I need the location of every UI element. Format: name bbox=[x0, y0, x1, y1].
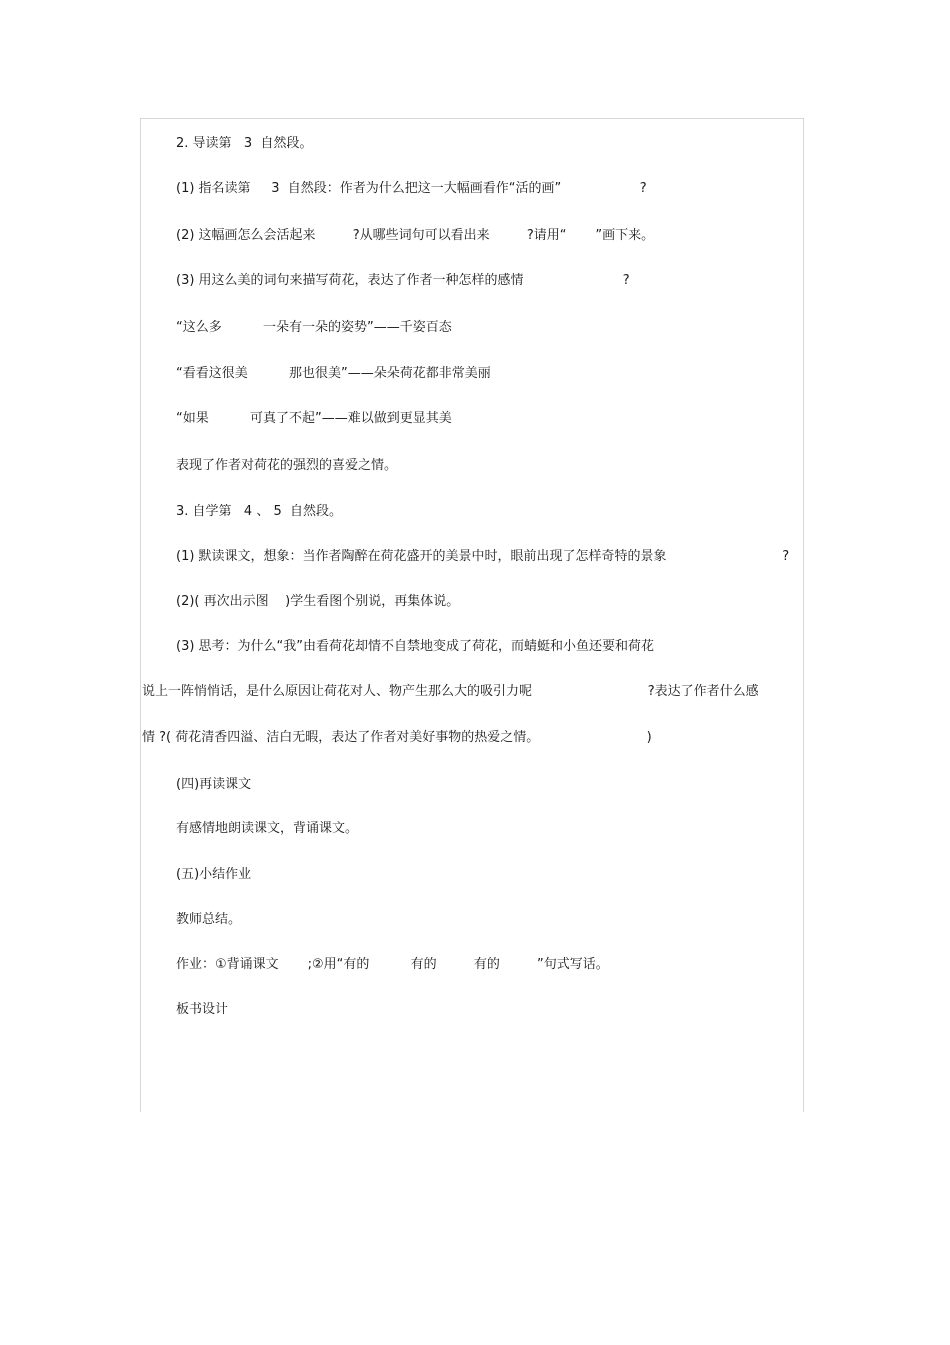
task-1: (1) 默读课文，想象：当作者陶醉在荷花盛开的美景中时，眼前出现了怎样奇特的景象 ? bbox=[176, 549, 790, 564]
quote-3: “如果 可真了不起”——难以做到更显其美 bbox=[176, 411, 452, 426]
homework: 作业：①背诵课文 ;②用“有的 有的 有的 ”句式写话。 bbox=[176, 957, 609, 972]
task-3: (3) 思考：为什么“我”由看荷花却情不自禁地变成了荷花，而蜻蜓和小鱼还要和荷花 bbox=[176, 639, 655, 654]
question-1: (1) 指名读第 3 自然段：作者为什么把这一大幅画看作“活的画” ? bbox=[176, 181, 647, 196]
board-design-heading: 板书设计 bbox=[176, 1002, 229, 1017]
reread-instruction: 有感情地朗读课文，背诵课文。 bbox=[176, 821, 359, 836]
task-2: (2)( 再次出示图 )学生看图个别说，再集体说。 bbox=[176, 594, 460, 609]
teacher-summary: 教师总结。 bbox=[176, 912, 242, 927]
section-heading-2: 2. 导读第 3 自然段。 bbox=[176, 136, 313, 151]
question-2: (2) 这幅画怎么会活起来 ?从哪些词句可以看出来 ?请用“ ”画下来。 bbox=[176, 228, 655, 243]
task-3-cont-1: 说上一阵悄悄话，是什么原因让荷花对人、物产生那么大的吸引力呢 ?表达了作者什么感 bbox=[142, 684, 759, 699]
task-3-cont-2: 情 ?( 荷花清香四溢、洁白无暇，表达了作者对美好事物的热爱之情。 ) bbox=[142, 730, 652, 745]
quote-2: “看看这很美 那也很美”——朵朵荷花都非常美丽 bbox=[176, 366, 491, 381]
section-heading-3: 3. 自学第 4 、 5 自然段。 bbox=[176, 504, 343, 519]
question-3: (3) 用这么美的词句来描写荷花，表达了作者一种怎样的感情 ? bbox=[176, 273, 630, 288]
quote-1: “这么多 一朵有一朵的姿势”——千姿百态 bbox=[176, 320, 452, 335]
section-heading-four: (四)再读课文 bbox=[176, 777, 252, 792]
summary-line: 表现了作者对荷花的强烈的喜爱之情。 bbox=[176, 458, 398, 473]
section-heading-five: (五)小结作业 bbox=[176, 867, 252, 882]
